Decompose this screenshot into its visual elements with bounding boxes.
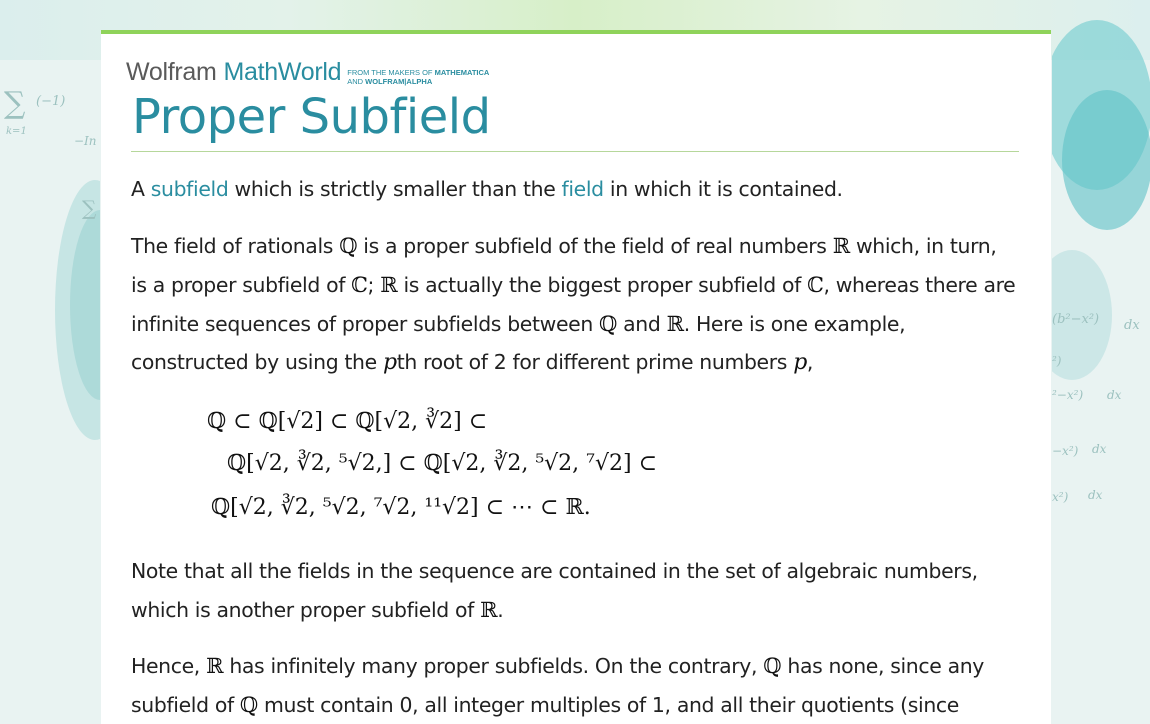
- decorative-background-right: (b²−x²) dx ²) ²−x²) dx −x²) dx x²) dx: [1052, 0, 1150, 724]
- subfield-link[interactable]: subfield: [150, 177, 229, 201]
- equation-line-3: ℚ[√2, ∛2, ⁵√2, ⁷√2, ¹¹√2] ⊂ ⋯ ⊂ ℝ.: [211, 495, 591, 520]
- prime-variable: p: [382, 350, 397, 376]
- complex-symbol: ℂ: [351, 272, 368, 297]
- paragraph-definition: A subfield which is strictly smaller than the field in which it is contained.: [131, 177, 843, 201]
- equation-line-1: ℚ ⊂ ℚ[√2] ⊂ ℚ[√2, ∛2] ⊂: [207, 409, 488, 434]
- logo-tagline: FROM THE MAKERS OF MATHEMATICA AND WOLFRAM|ALPHA: [347, 68, 490, 86]
- rationals-symbol: ℚ: [339, 234, 358, 258]
- equation-line-2: ℚ[√2, ∛2, ⁵√2,] ⊂ ℚ[√2, ∛2, ⁵√2, ⁷√2] ⊂: [227, 451, 657, 476]
- logo-wolfram-text: Wolfram: [126, 58, 217, 86]
- paragraph-subfields: Hence, ℝ has infinitely many proper subfields. On the contrary, ℚ has none, since any subfield of ℚ must contain 0, all integer multiples of 1, and all their quotients (since: [131, 654, 985, 717]
- paragraph-algebraic: Note that all the fields in the sequence are contained in the set of algebraic numbers, which is another proper subfield of ℝ.: [131, 559, 978, 622]
- paragraph-example: The field of rationals ℚ is a proper subfield of the field of real numbers ℝ which, in turn, is a proper subfield of ℂ; ℝ is actually the biggest proper subfield of ℂ, whereas there are infinite sequences of proper subfields between ℚ and ℝ. Here is one example, constructed by using the pth root of 2 for different prime numbers p,: [131, 234, 1016, 376]
- logo-mathworld-text: MathWorld: [223, 58, 342, 86]
- title-divider: [131, 151, 1019, 152]
- article-card: [101, 30, 1051, 724]
- mathworld-logo[interactable]: [126, 58, 489, 88]
- field-link[interactable]: field: [561, 177, 604, 201]
- reals-symbol: ℝ: [832, 234, 850, 258]
- page-title: Proper Subfield: [132, 89, 491, 145]
- decorative-background-left: ∑ (−1) k=1 −In ∑: [0, 0, 100, 724]
